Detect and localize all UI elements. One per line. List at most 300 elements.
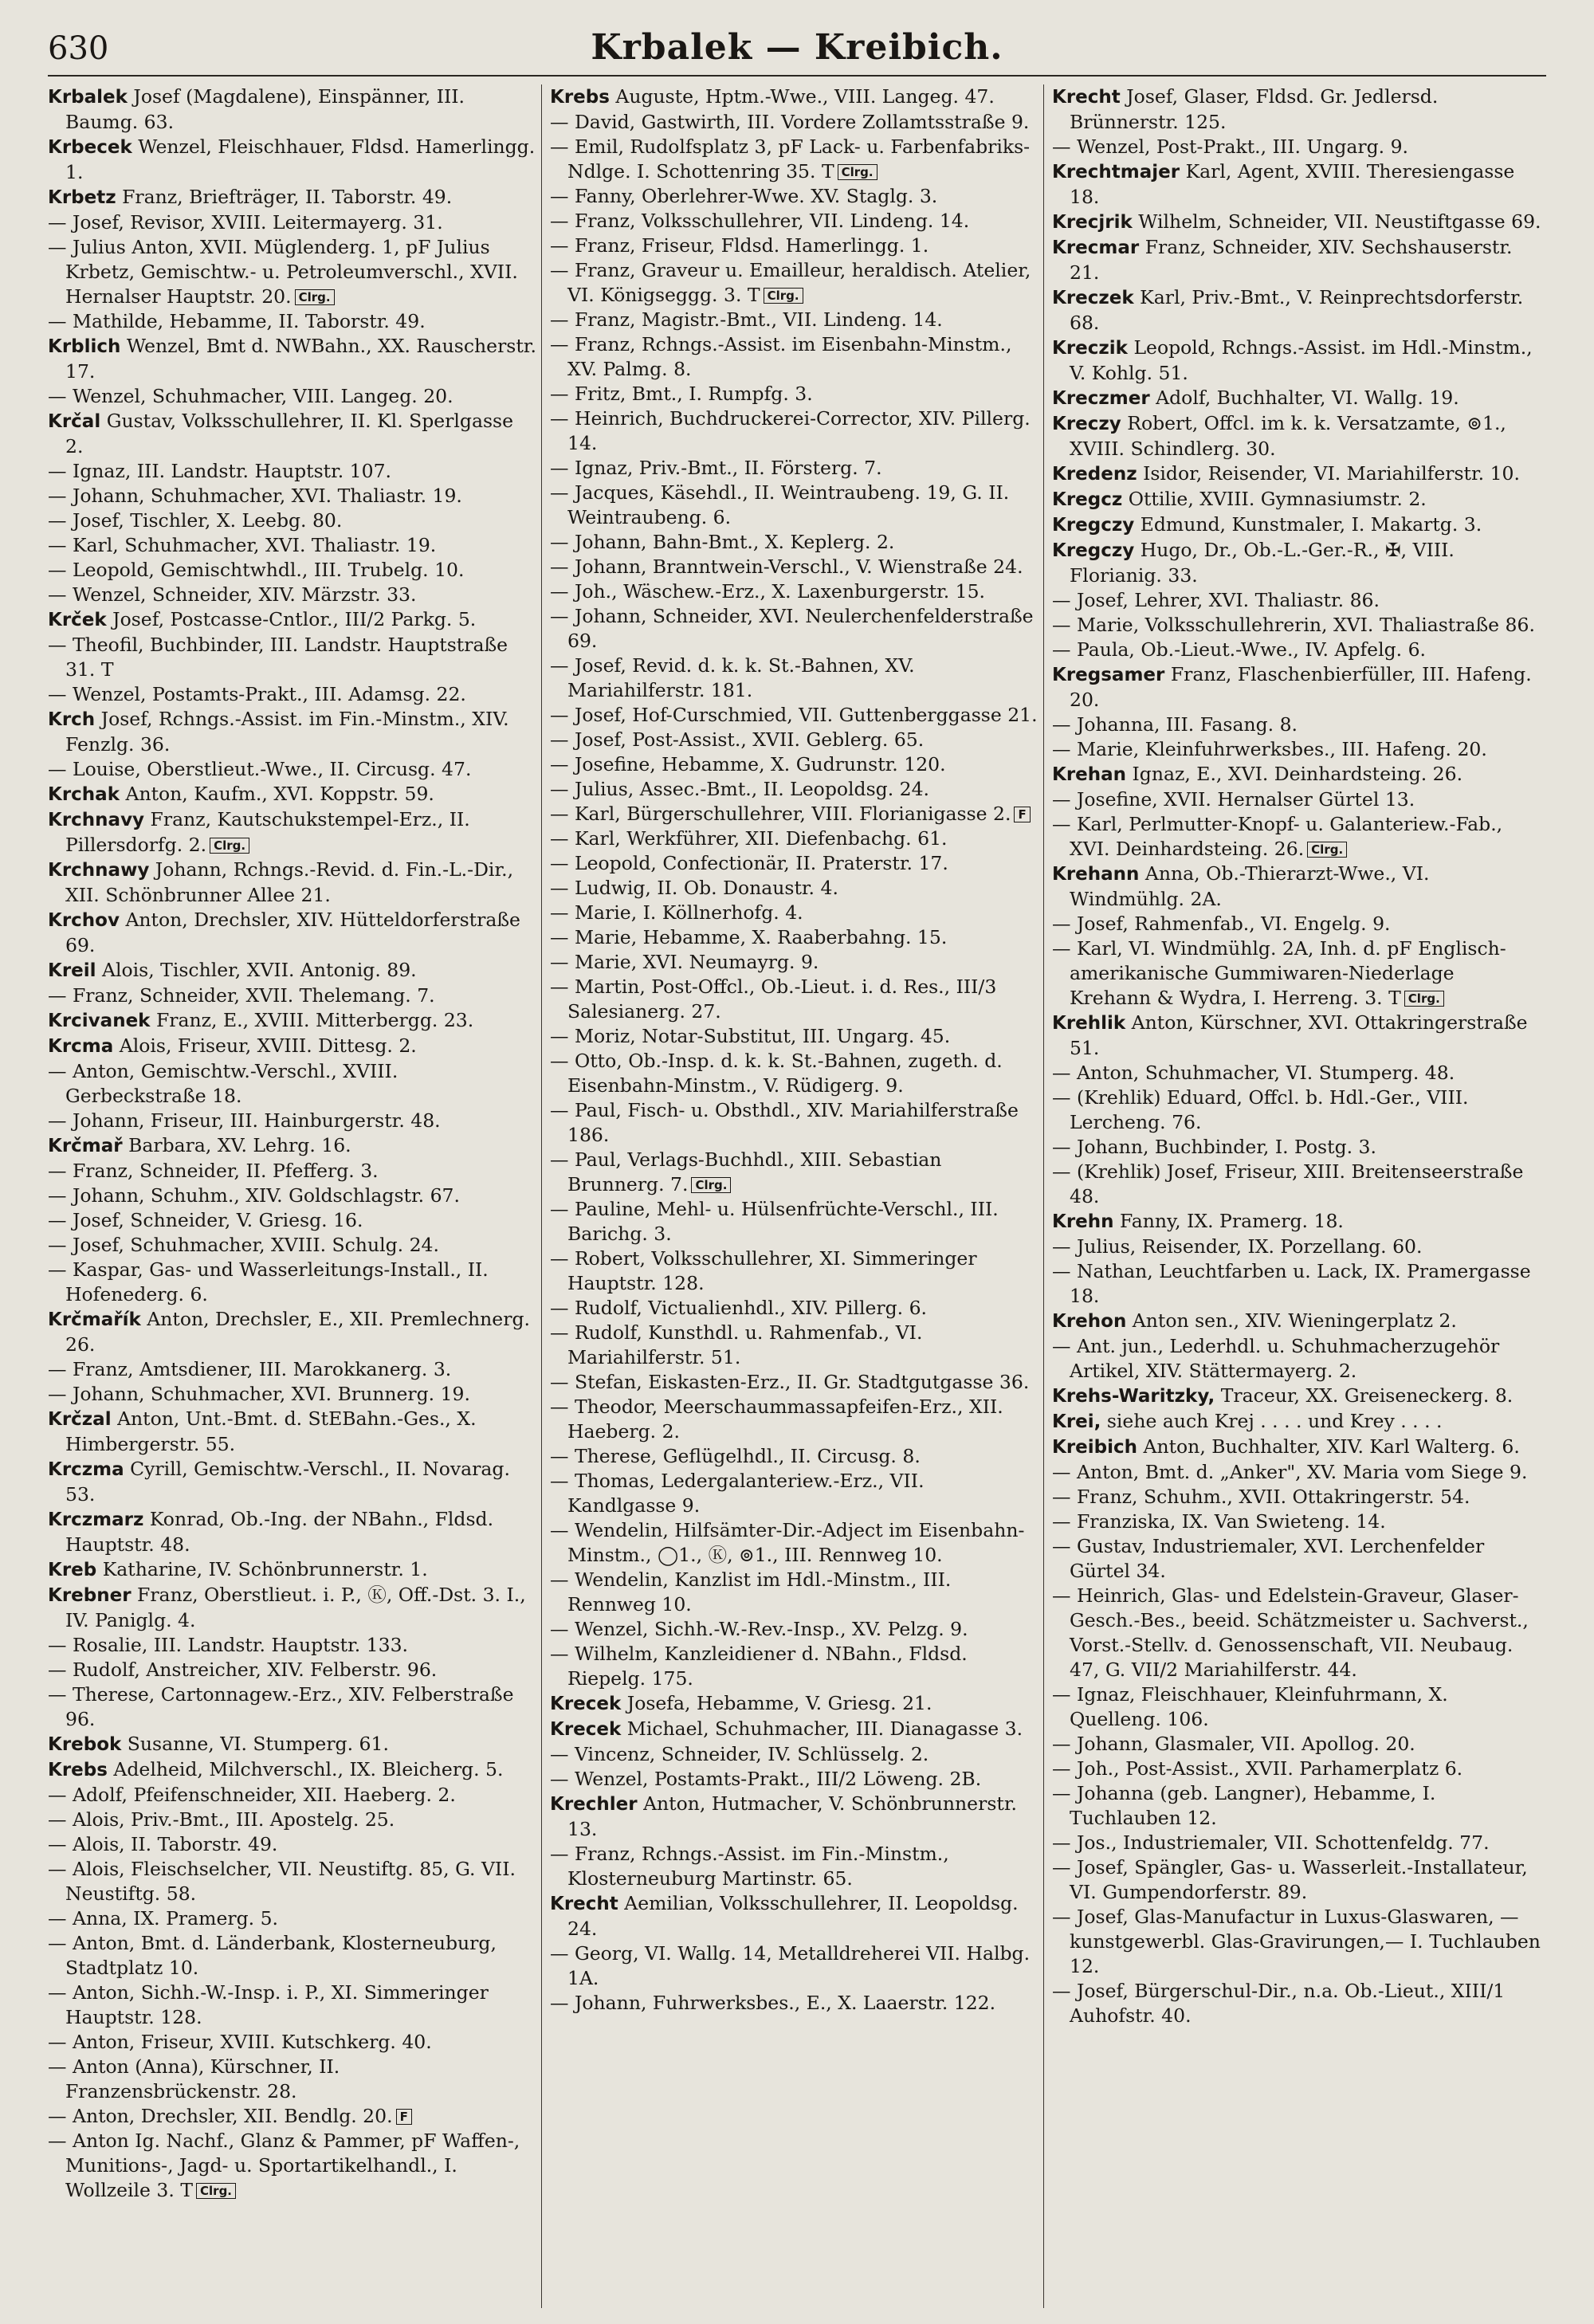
entry-text: — Marie, XVI. Neumayrg. 9. <box>550 951 819 973</box>
entry-text: — Adolf, Pfeifenschneider, XII. Haeberg. 2. <box>48 1784 456 1806</box>
entry-text: — Karl, Werkführer, XII. Diefenbachg. 61. <box>550 827 948 850</box>
entry-text: — Rudolf, Victualienhdl., XIV. Pillerg. 6. <box>550 1297 928 1319</box>
entry-text: — Franz, Volksschullehrer, VII. Lindeng. 14. <box>550 210 970 232</box>
directory-entry <box>550 1148 1038 1197</box>
entry-text: — Pauline, Mehl- u. Hülsenfrüchte-Verschl., III. Barichg. 3. <box>550 1198 999 1245</box>
entry-badge: Clrg. <box>1404 991 1444 1007</box>
entry-surname: Krbetz <box>48 187 116 208</box>
directory-entry <box>48 1658 536 1682</box>
entry-text: Wenzel, Bmt d. NWBahn., XX. Rauscherstr. 17. <box>65 335 536 383</box>
entry-text: — Alois, Fleischselcher, VII. Neustiftg. 85, G. VII. Neustiftg. 58. <box>48 1858 516 1905</box>
entry-surname: Krčmař <box>48 1136 123 1156</box>
entry-surname: Krčzal <box>48 1409 112 1430</box>
directory-entry <box>550 876 1038 901</box>
entry-text: — Wenzel, Postamts-Prakt., III. Adamsg. 22. <box>48 683 466 705</box>
entry-surname: Krchov <box>48 910 120 931</box>
entry-text: Franz, Briefträger, II. Taborstr. 49. <box>116 186 453 208</box>
entry-text: — Ignaz, Fleischhauer, Kleinfuhrmann, X. Quelleng. 106. <box>1052 1683 1448 1730</box>
directory-entry <box>48 2129 536 2203</box>
entry-surname: Krček <box>48 610 107 630</box>
entry-text: — Julius, Reisender, IX. Porzellang. 60. <box>1052 1235 1423 1258</box>
entry-text: — Karl, Perlmutter-Knopf- u. Galanteriew.-Fab., XVI. Deinhardsteing. 26. <box>1052 813 1503 860</box>
entry-text: — Wenzel, Post-Prakt., III. Ungarg. 9. <box>1052 135 1409 158</box>
entry-surname: Kregcz <box>1052 489 1123 510</box>
entry-text: — Kaspar, Gas- und Wasserleitungs-Install., II. Hofenederg. 6. <box>48 1258 489 1305</box>
directory-entry <box>48 858 536 908</box>
directory-entry <box>48 1184 536 1208</box>
column-2 <box>550 84 1044 2308</box>
page-title: Krbalek — Kreibich. <box>591 27 1003 68</box>
directory-entry <box>1052 512 1541 538</box>
directory-entry <box>550 975 1038 1024</box>
entry-text: — Anton, Bmt. d. „Anker", XV. Maria vom Siege 9. <box>1052 1461 1528 1483</box>
directory-entry <box>48 682 536 707</box>
entry-text: Auguste, Hptm.-Wwe., VIII. Langeg. 47. <box>609 85 995 108</box>
entry-text: — Johann, Branntwein-Verschl., V. Wienstraße 24. <box>550 555 1023 578</box>
directory-entry <box>1052 411 1541 461</box>
directory-entry <box>1052 1135 1541 1160</box>
entry-text: Fanny, IX. Pramerg. 18. <box>1113 1210 1344 1232</box>
entry-surname: Kregczy <box>1052 515 1135 536</box>
entry-text: Anton, Drechsler, E., XII. Premlechnerg. 26. <box>65 1308 530 1356</box>
entry-text: Anton, Buchhalter, XIV. Karl Walterg. 6. <box>1137 1435 1520 1458</box>
directory-entry <box>1052 1209 1541 1235</box>
directory-entry <box>48 2030 536 2055</box>
entry-surname: Krchnavy <box>48 810 145 830</box>
entry-surname: Krehan <box>1052 764 1127 785</box>
directory-entry <box>1052 1160 1541 1209</box>
directory-entry <box>48 1682 536 1732</box>
directory-entry <box>1052 638 1541 662</box>
entry-text: — Josef, Tischler, X. Leebg. 80. <box>48 509 343 532</box>
directory-entry <box>550 1469 1038 1518</box>
entry-text: — Moriz, Notar-Substitut, III. Ungarg. 45. <box>550 1025 951 1047</box>
directory-entry <box>48 908 536 958</box>
directory-entry <box>550 1518 1038 1568</box>
directory-entry <box>550 1717 1038 1742</box>
entry-badge: Clrg. <box>196 2183 236 2199</box>
directory-entry <box>48 484 536 508</box>
entry-text: — Karl, Bürgerschullehrer, VIII. Florianigasse 2. <box>550 803 1011 825</box>
entry-surname: Kredenz <box>1052 464 1137 485</box>
entry-text: — Ludwig, II. Ob. Donaustr. 4. <box>550 877 838 899</box>
directory-entry <box>550 1792 1038 1842</box>
directory-entry <box>48 633 536 682</box>
entry-text: — Joh., Post-Assist., XVII. Parhamerplatz 6. <box>1052 1757 1463 1780</box>
directory-entry <box>48 1783 536 1808</box>
entry-text: — Johanna (geb. Langner), Hebamme, I. Tuchlauben 12. <box>1052 1782 1436 1829</box>
entry-text: — Josefine, Hebamme, X. Gudrunstr. 120. <box>550 753 946 775</box>
entry-text: — Anton, Sichh.-W.-Insp. i. P., XI. Simmeringer Hauptstr. 128. <box>48 1981 489 2028</box>
directory-entry <box>48 384 536 409</box>
entry-surname: Krecht <box>550 1894 618 1914</box>
entry-text: Anna, Ob.-Thierarzt-Wwe., VI. Windmühlg. 2A. <box>1070 862 1430 910</box>
entry-surname: Krechtmajer <box>1052 162 1180 183</box>
entry-text: Adelheid, Milchverschl., IX. Bleicherg. 5. <box>107 1758 504 1780</box>
entry-text: Anton, Kürschner, XVI. Ottakringerstraße 51. <box>1070 1011 1528 1059</box>
directory-entry <box>550 777 1038 802</box>
directory-entry <box>1052 1309 1541 1334</box>
entry-text: — Joh., Wäschew.-Erz., X. Laxenburgerstr. 15. <box>550 580 986 603</box>
entry-text: — Josef, Revid. d. k. k. St.-Bahnen, XV. Mariahilferstr. 181. <box>550 654 915 701</box>
directory-entry <box>550 1742 1038 1767</box>
entry-text: Anton, Drechsler, XIV. Hütteldorferstraße 69. <box>65 909 520 956</box>
directory-entry <box>550 234 1038 258</box>
entry-surname: Kreil <box>48 960 96 981</box>
entry-text: — Johann, Fuhrwerksbes., E., X. Laaerstr. 122. <box>550 1992 996 2014</box>
directory-entry <box>550 826 1038 851</box>
entry-text: Susanne, VI. Stumperg. 61. <box>121 1733 389 1755</box>
entry-text: — Marie, Volksschullehrerin, XVI. Thaliastraße 86. <box>1052 614 1535 636</box>
directory-entry <box>550 604 1038 654</box>
directory-entry <box>48 135 536 185</box>
entry-text: — Franz, Rchngs.-Assist. im Eisenbahn-Minstm., XV. Palmg. 8. <box>550 333 1012 380</box>
directory-entry <box>550 703 1038 728</box>
directory-entry <box>48 807 536 858</box>
directory-entry <box>550 382 1038 406</box>
entry-text: — Julius Anton, XVII. Müglenderg. 1, pF Julius Krbetz, Gemischtw.- u. Petroleumverschl., XVII. Hernalser Hauptstr. 20. <box>48 236 518 308</box>
entry-text: — Franz, Schneider, XVII. Thelemang. 7. <box>48 984 435 1007</box>
directory-entry <box>48 1832 536 1857</box>
entry-text: — Therese, Geflügelhdl., II. Circusg. 8. <box>550 1445 921 1467</box>
entry-surname: Krczmarz <box>48 1509 144 1530</box>
directory-entry <box>550 1642 1038 1691</box>
directory-entry <box>1052 1979 1541 2028</box>
entry-surname: Krchnawy <box>48 860 150 881</box>
directory-entry <box>48 958 536 983</box>
entry-text: — Josef, Glas-Manufactur in Luxus-Glaswaren, —kunstgewerbl. Glas-Gravirungen,— I. Tuchlauben 12. <box>1052 1906 1541 1977</box>
entry-text: — Paul, Fisch- u. Obsthdl., XIV. Mariahilferstraße 186. <box>550 1099 1019 1146</box>
entry-text: — Mathilde, Hebamme, II. Taborstr. 49. <box>48 310 426 332</box>
directory-entry <box>1052 762 1541 787</box>
entry-text: — Franz, Schneider, II. Pfefferg. 3. <box>48 1160 379 1182</box>
directory-entry <box>48 1981 536 2030</box>
entry-surname: Krblich <box>48 336 121 357</box>
directory-entry <box>1052 336 1541 386</box>
entry-text: — Jos., Industriemaler, VII. Schottenfeldg. 77. <box>1052 1831 1490 1854</box>
entry-text: — Nathan, Leuchtfarben u. Lack, IX. Pramergasse 18. <box>1052 1260 1531 1307</box>
directory-entry <box>1052 713 1541 737</box>
directory-entry <box>48 558 536 583</box>
directory-entry <box>48 508 536 533</box>
entry-text: — Wenzel, Sichh.-W.-Rev.-Insp., XV. Pelzg. 9. <box>550 1618 968 1640</box>
entry-text: — Josef, Spängler, Gas- u. Wasserleit.-Installateur, VI. Gumpendorferstr. 89. <box>1052 1856 1528 1903</box>
entry-text: Alois, Tischler, XVII. Antonig. 89. <box>96 959 417 981</box>
directory-entry <box>1052 1509 1541 1534</box>
entry-text: — Josef, Rahmenfab., VI. Engelg. 9. <box>1052 913 1391 935</box>
directory-entry <box>550 1024 1038 1049</box>
entry-text: — Paula, Ob.-Lieut.-Wwe., IV. Apfelg. 6. <box>1052 638 1427 661</box>
entry-surname: Krebok <box>48 1734 122 1755</box>
directory-entry <box>550 901 1038 925</box>
entry-text: — Anton, Gemischtw.-Verschl., XVIII. Gerbeckstraße 18. <box>48 1060 398 1107</box>
entry-text: — Franziska, IX. Van Swieteng. 14. <box>1052 1510 1386 1533</box>
directory-entry <box>550 752 1038 777</box>
entry-text: Anton, Kaufm., XVI. Koppstr. 59. <box>120 783 434 805</box>
entry-text: — Rudolf, Kunsthdl. u. Rahmenfab., VI. Mariahilferstr. 51. <box>550 1321 923 1368</box>
entry-surname: Krbecek <box>48 137 132 158</box>
entry-text: Josef, Glaser, Fldsd. Gr. Jedlersd. Brünnerstr. 125. <box>1070 85 1439 133</box>
directory-entry <box>48 1583 536 1633</box>
directory-entry <box>1052 1855 1541 1905</box>
directory-entry <box>1052 1584 1541 1682</box>
entry-text: — Stefan, Eiskasten-Erz., II. Gr. Stadtgutgasse 36. <box>550 1371 1030 1393</box>
entry-text: — Wenzel, Schuhmacher, VIII. Langeg. 20. <box>48 385 453 407</box>
directory-entry <box>550 84 1038 110</box>
directory-entry <box>550 1098 1038 1148</box>
entry-surname: Krehs-Waritzky, <box>1052 1386 1215 1407</box>
entry-text: — Johann, Schuhmacher, XVI. Thaliastr. 19. <box>48 485 462 507</box>
entry-text: — (Krehlik) Josef, Friseur, XIII. Breitenseerstraße 48. <box>1052 1160 1524 1207</box>
directory-entry <box>1052 1460 1541 1485</box>
directory-entry <box>48 1757 536 1783</box>
entry-text: Wenzel, Fleischhauer, Fldsd. Hamerlingg. 1. <box>65 135 536 183</box>
directory-entry <box>1052 1061 1541 1085</box>
directory-entry <box>1052 1334 1541 1384</box>
directory-entry <box>48 309 536 334</box>
entry-surname: Krehn <box>1052 1211 1114 1232</box>
entry-badge: Clrg. <box>691 1177 731 1193</box>
entry-text: Josef, Rchngs.-Assist. im Fin.-Minstm., XIV. Fenzlg. 36. <box>65 708 509 756</box>
directory-entry <box>48 533 536 558</box>
entry-text: Johann, Rchngs.-Revid. d. Fin.-L.-Dir., XII. Schönbrunner Allee 21. <box>65 858 514 906</box>
directory-entry <box>550 1891 1038 1941</box>
entry-surname: Krebner <box>48 1585 132 1606</box>
directory-entry <box>550 1568 1038 1617</box>
directory-entry <box>1052 1085 1541 1135</box>
entry-text: Anton, Unt.-Bmt. d. StEBahn.-Ges., X. Himbergerstr. 55. <box>65 1407 477 1455</box>
entry-badge: F <box>1014 807 1030 822</box>
directory-entry <box>550 802 1038 826</box>
directory-entry <box>550 654 1038 703</box>
entry-surname: Krehlik <box>1052 1013 1126 1034</box>
entry-badge: Clrg. <box>210 838 249 854</box>
directory-entry <box>48 1808 536 1832</box>
entry-surname: Krčal <box>48 411 101 432</box>
directory-entry <box>1052 1259 1541 1309</box>
entry-text: — Leopold, Confectionär, II. Praterstr. 17. <box>550 852 948 874</box>
entry-text: Franz, Kautschukstempel-Erz., II. Pillersdorfg. 2. <box>65 808 470 856</box>
directory-entry <box>1052 613 1541 638</box>
directory-entry <box>48 334 536 384</box>
directory-entry <box>48 607 536 633</box>
entry-text: — Johann, Friseur, III. Hainburgerstr. 48. <box>48 1109 441 1132</box>
directory-entry <box>48 1133 536 1159</box>
directory-entry <box>1052 84 1541 135</box>
directory-entry <box>48 1233 536 1258</box>
entry-surname: Krecmar <box>1052 238 1140 258</box>
directory-entry <box>48 1857 536 1906</box>
entry-text: — Franz, Amtsdiener, III. Marokkanerg. 3. <box>48 1358 452 1380</box>
directory-entry <box>1052 936 1541 1011</box>
entry-text: — Anton (Anna), Kürschner, II. Franzensbrückenstr. 28. <box>48 2055 340 2102</box>
entry-text: — Martin, Post-Offcl., Ob.-Lieut. i. d. Res., III/3 Salesianerg. 27. <box>550 976 997 1023</box>
directory-entry <box>48 983 536 1008</box>
entry-surname: Krecek <box>550 1719 622 1740</box>
entry-surname: Krbalek <box>48 87 128 108</box>
directory-entry <box>550 135 1038 184</box>
entry-surname: Kregsamer <box>1052 665 1165 685</box>
directory-entry <box>1052 1435 1541 1460</box>
entry-text: Leopold, Rchngs.-Assist. im Hdl.-Minstm., V. Kohlg. 51. <box>1070 336 1533 384</box>
entry-text: — Rosalie, III. Landstr. Hauptstr. 133. <box>48 1634 408 1656</box>
directory-entry <box>48 1732 536 1757</box>
directory-entry <box>550 1617 1038 1642</box>
directory-entry <box>48 1457 536 1507</box>
directory-entry <box>1052 159 1541 210</box>
entry-text: — Wilhelm, Kanzleidiener d. NBahn., Fldsd. Riepelg. 175. <box>550 1643 968 1690</box>
entry-text: — Josef, Lehrer, XVI. Thaliastr. 86. <box>1052 589 1380 611</box>
entry-text: — Franz, Magistr.-Bmt., VII. Lindeng. 14. <box>550 308 943 331</box>
directory-entry <box>1052 1757 1541 1781</box>
entry-text: Ignaz, E., XVI. Deinhardsteing. 26. <box>1126 763 1463 785</box>
entry-text: Traceur, XX. Greiseneckerg. 8. <box>1215 1384 1514 1407</box>
directory-entry <box>550 1049 1038 1098</box>
directory-entry <box>550 332 1038 382</box>
entry-surname: Krcma <box>48 1036 114 1057</box>
entry-text: — Johanna, III. Fasang. 8. <box>1052 713 1298 736</box>
entry-text: — Otto, Ob.-Insp. d. k. k. St.-Bahnen, zugeth. d. Eisenbahn-Minstm., V. Rüdigerg. 9. <box>550 1050 1003 1097</box>
directory-entry <box>550 728 1038 752</box>
entry-text: — Rudolf, Anstreicher, XIV. Felberstr. 96. <box>48 1659 438 1681</box>
entry-surname: Kreb <box>48 1560 97 1580</box>
directory-entry <box>550 1246 1038 1296</box>
entry-text: Isidor, Reisender, VI. Mariahilferstr. 10. <box>1137 462 1520 485</box>
entry-text: — Vincenz, Schneider, IV. Schlüsselg. 2. <box>550 1743 929 1765</box>
entry-text: Aemilian, Volksschullehrer, II. Leopoldsg. 24. <box>567 1892 1019 1940</box>
entry-text: — Wendelin, Hilfsämter-Dir.-Adject im Eisenbahn-Minstm., ◯1., Ⓚ, ⊚1., III. Rennweg 10. <box>550 1519 1025 1566</box>
directory-entry <box>48 459 536 484</box>
directory-entry <box>48 1931 536 1981</box>
directory-entry <box>48 1557 536 1583</box>
entry-text: — Jacques, Käsehdl., II. Weintraubeng. 19, G. II. Weintraubeng. 6. <box>550 481 1010 528</box>
entry-text: Katharine, IV. Schönbrunnerstr. 1. <box>96 1558 428 1580</box>
entry-text: Josef, Postcasse-Cntlor., III/2 Parkg. 5. <box>106 608 477 630</box>
directory-entry <box>550 258 1038 308</box>
directory-entry <box>48 1357 536 1382</box>
entry-text: — Georg, VI. Wallg. 14, Metalldreherei VII. Halbg. 1A. <box>550 1942 1031 1989</box>
entry-text: Edmund, Kunstmaler, I. Makartg. 3. <box>1134 513 1482 536</box>
directory-entry <box>1052 461 1541 487</box>
entry-text: — Johann, Glasmaler, VII. Apollog. 20. <box>1052 1733 1415 1755</box>
directory-entry <box>48 1258 536 1307</box>
entry-text: — Gustav, Industriemaler, XVI. Lerchenfelder Gürtel 34. <box>1052 1535 1485 1582</box>
directory-entry <box>48 782 536 807</box>
entry-text: Anton sen., XIV. Wieningerplatz 2. <box>1126 1309 1457 1332</box>
entry-text: — Leopold, Gemischtwhdl., III. Trubelg. 10. <box>48 559 465 581</box>
directory-entry <box>48 2104 536 2129</box>
directory-entry <box>550 456 1038 481</box>
directory-entry <box>550 555 1038 579</box>
entry-text: — Fritz, Bmt., I. Rumpfg. 3. <box>550 383 813 405</box>
directory-entry <box>1052 538 1541 588</box>
entry-surname: Krecjrik <box>1052 212 1133 233</box>
entry-surname: Krczma <box>48 1459 124 1480</box>
directory-entry <box>1052 285 1541 336</box>
entry-text: — Josefine, XVII. Hernalser Gürtel 13. <box>1052 788 1415 811</box>
entry-text: Michael, Schuhmacher, III. Dianagasse 3. <box>621 1717 1023 1740</box>
entry-text: — Anton Ig. Nachf., Glanz & Pammer, pF Waffen-, Munitions-, Jagd- u. Sportartikelhandl., I. Wollzeile 3. T <box>48 2130 520 2201</box>
entry-text: — Alois, Priv.-Bmt., III. Apostelg. 25. <box>48 1808 395 1831</box>
entry-surname: Krčmařík <box>48 1309 141 1330</box>
entry-text: — Anna, IX. Pramerg. 5. <box>48 1907 278 1929</box>
entry-text: — Johann, Schneider, XVI. Neulerchenfelderstraße 69. <box>550 605 1034 652</box>
directory-entry <box>550 110 1038 135</box>
directory-entry <box>48 1059 536 1109</box>
entry-text: — Emil, Rudolfsplatz 3, pF Lack- u. Farbenfabriks-Ndlge. I. Schottenring 35. T <box>550 135 1031 183</box>
directory-entry <box>1052 812 1541 862</box>
entry-text: — Karl, Schuhmacher, XVI. Thaliastr. 19. <box>48 534 437 556</box>
entry-text: — Marie, I. Köllnerhofg. 4. <box>550 901 803 924</box>
entry-surname: Krehann <box>1052 864 1140 885</box>
directory-entry <box>1052 1682 1541 1732</box>
entry-text: — Josef, Bürgerschul-Dir., n.a. Ob.-Lieut., XIII/1 Auhofstr. 40. <box>1052 1980 1506 2027</box>
directory-entry <box>550 1321 1038 1370</box>
entry-surname: Krecek <box>550 1694 622 1714</box>
entry-text: — Josef, Hof-Curschmied, VII. Guttenberggasse 21. <box>550 704 1038 726</box>
directory-entry <box>48 1407 536 1457</box>
entry-text: — Julius, Assec.-Bmt., II. Leopoldsg. 24. <box>550 778 930 800</box>
directory-entry <box>1052 487 1541 512</box>
entry-badge: Clrg. <box>838 164 877 180</box>
directory-entry <box>1052 1235 1541 1259</box>
entry-text: Anton, Hutmacher, V. Schönbrunnerstr. 13. <box>567 1792 1017 1840</box>
directory-entry <box>1052 588 1541 613</box>
directory-entry <box>48 210 536 235</box>
directory-entry <box>1052 912 1541 936</box>
directory-entry <box>48 84 536 135</box>
directory-entry <box>48 1507 536 1557</box>
directory-entry <box>1052 862 1541 912</box>
entry-text: — Wendelin, Kanzlist im Hdl.-Minstm., III. Rennweg 10. <box>550 1568 952 1615</box>
entry-text: — Anton, Bmt. d. Länderbank, Klosterneuburg, Stadtplatz 10. <box>48 1932 497 1979</box>
directory-entry <box>48 583 536 607</box>
directory-entry <box>550 925 1038 950</box>
entry-text: — Thomas, Ledergalanteriew.-Erz., VII. Kandlgasse 9. <box>550 1470 925 1517</box>
entry-text: — Therese, Cartonnagew.-Erz., XIV. Felberstraße 96. <box>48 1683 514 1730</box>
entry-text: — Paul, Verlags-Buchhdl., XIII. Sebastian Brunnerg. 7. <box>550 1148 942 1195</box>
entry-text: — Anton, Drechsler, XII. Bendlg. 20. <box>48 2105 393 2127</box>
directory-entry <box>1052 1534 1541 1584</box>
entry-text: — Wenzel, Schneider, XIV. Märzstr. 33. <box>48 583 417 606</box>
directory-entry <box>48 1008 536 1034</box>
entry-text: — Johann, Buchbinder, I. Postg. 3. <box>1052 1136 1376 1158</box>
directory-entry <box>1052 235 1541 285</box>
entry-text: — (Krehlik) Eduard, Offcl. b. Hdl.-Ger., VIII. Lercheng. 76. <box>1052 1086 1469 1133</box>
entry-text: Gustav, Volksschullehrer, II. Kl. Sperlgasse 2. <box>65 410 514 457</box>
directory-entry <box>550 1370 1038 1395</box>
entry-text: Wilhelm, Schneider, VII. Neustiftgasse 69. <box>1132 210 1541 233</box>
entry-surname: Krebs <box>550 87 610 108</box>
entry-text: — Johann, Schuhmacher, XVI. Brunnerg. 19. <box>48 1383 470 1405</box>
entry-text: Franz, Oberstlieut. i. P., Ⓚ, Off.-Dst. 3. I., IV. Paniglg. 4. <box>65 1584 526 1631</box>
entry-text: — Robert, Volksschullehrer, XI. Simmeringer Hauptstr. 128. <box>550 1247 977 1294</box>
directory-entry <box>1052 1905 1541 1979</box>
entry-text: — Ignaz, Priv.-Bmt., II. Försterg. 7. <box>550 457 882 479</box>
entry-text: — Franz, Graveur u. Emailleur, heraldisch. Atelier, VI. Königseggg. 3. T <box>550 259 1031 306</box>
directory-entry <box>550 406 1038 456</box>
entry-text: — Johann, Schuhm., XIV. Goldschlagstr. 67. <box>48 1184 460 1207</box>
entry-text: Robert, Offcl. im k. k. Versatzamte, ⊚1., XVIII. Schindlerg. 30. <box>1070 412 1506 460</box>
directory-entry <box>550 851 1038 876</box>
directory-entry <box>48 1906 536 1931</box>
column-3 <box>1052 84 1546 2308</box>
entry-badge: Clrg. <box>295 289 335 305</box>
directory-entry <box>550 1991 1038 2016</box>
directory-entry <box>550 1842 1038 1891</box>
page-number: 630 <box>48 30 109 67</box>
entry-badge: F <box>396 2109 412 2125</box>
